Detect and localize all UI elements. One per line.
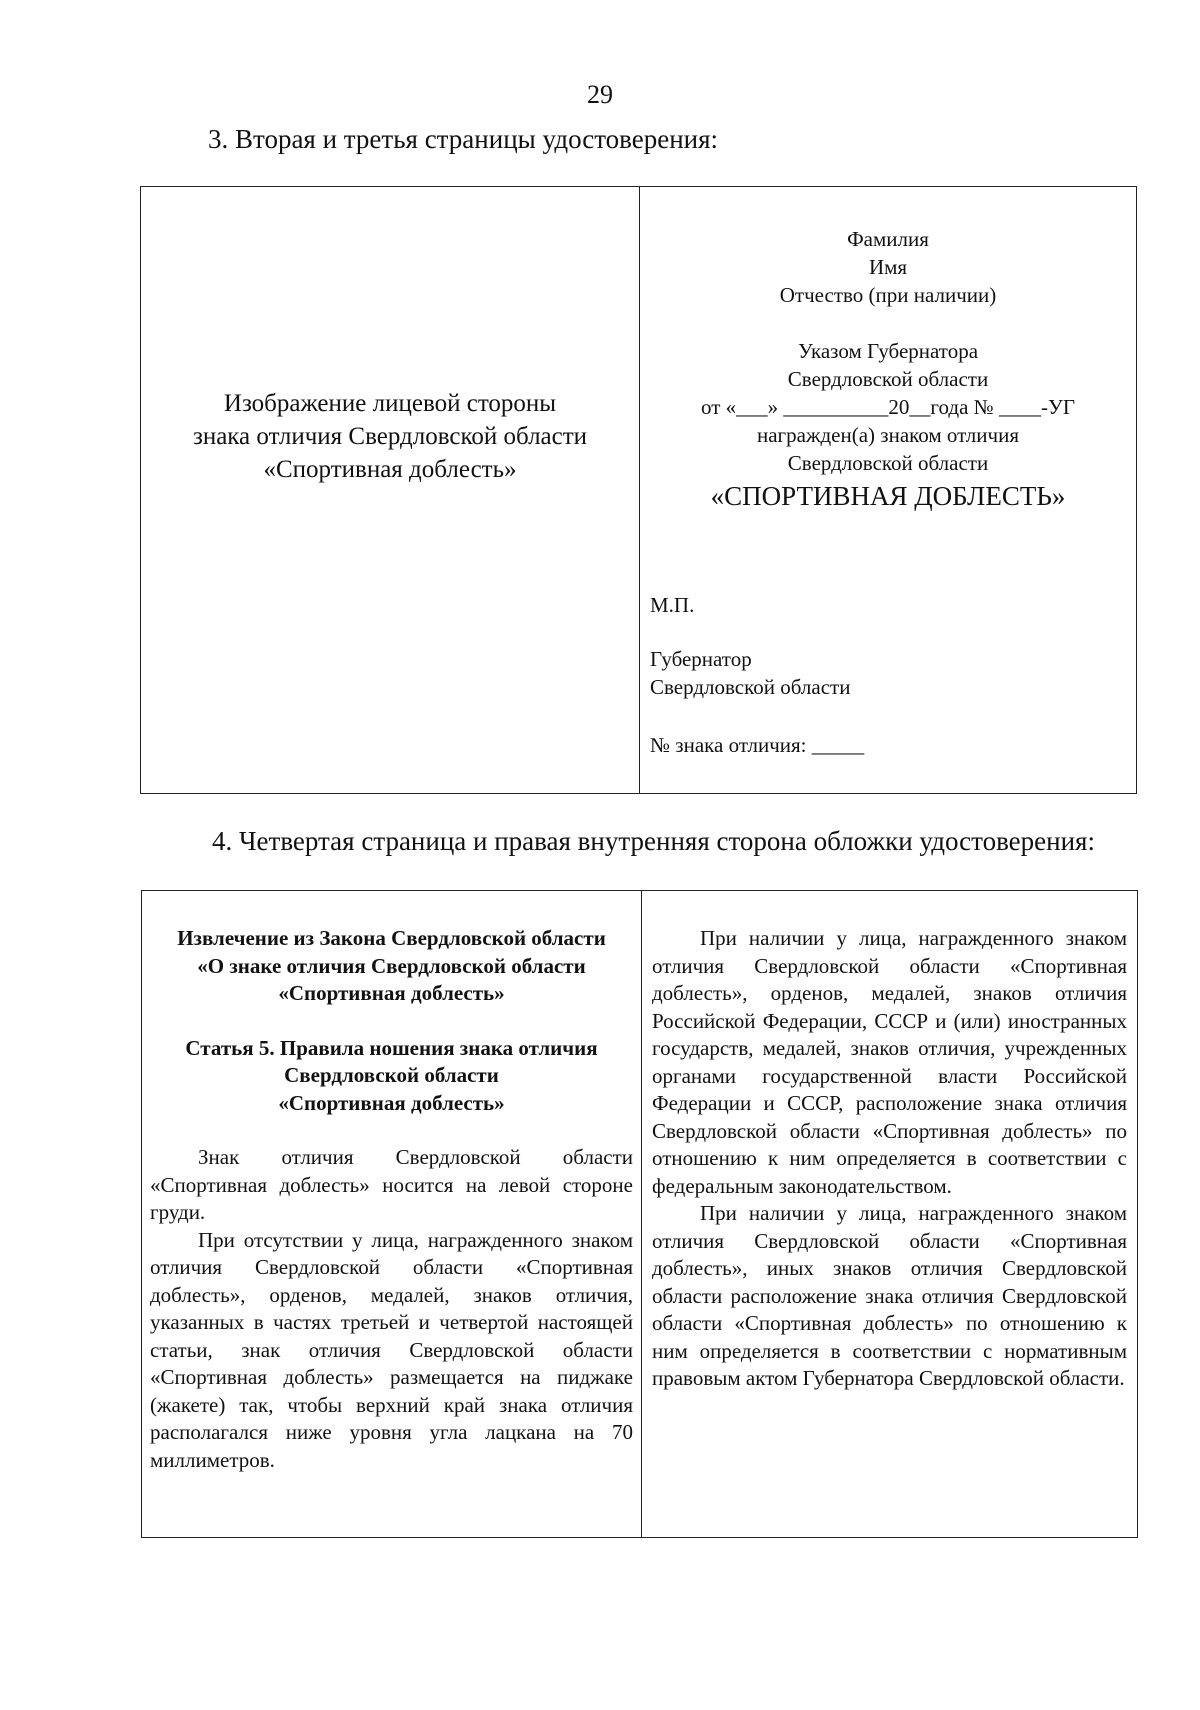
- signer-region: Свердловской области: [650, 675, 851, 699]
- law-title-line: «Спортивная доблесть»: [278, 981, 505, 1005]
- award-info-cell: [639, 187, 1136, 793]
- decree-date-number-line: от «___» __________20__года № ____-УГ: [701, 395, 1075, 419]
- name-label: Имя: [868, 255, 908, 279]
- award-title: «СПОРТИВНАЯ ДОБЛЕСТЬ»: [710, 481, 1066, 511]
- seal-mark: М.П.: [650, 593, 695, 617]
- law-title-line: «О знаке отличия Свердловской области: [197, 953, 586, 978]
- page-number: 29: [587, 80, 613, 109]
- article-title-line: Свердловской области: [284, 1063, 499, 1087]
- decree-line: Указом Губернатора: [797, 339, 979, 363]
- law-paragraph: При отсутствии у лица, награжденного знаком отличия Свердловской области «Спортивная доблесть», орденов, медалей, знаков отличия, указанных в частях третьей и четвертой настоящей статьи, знак отличия Свердловской области «Спортивная доблесть» размещается на пиджаке (жакете) так, чтобы верхний край знака отличия располагался ниже уровня угла лацкана на 70 миллиметров.: [150, 1227, 633, 1472]
- article-title-line: «Спортивная доблесть»: [278, 1090, 505, 1115]
- surname-label: Фамилия: [847, 227, 929, 251]
- law-paragraph: При наличии у лица, награжденного знаком отличия Свердловской области «Спортивная доблесть», иных знаков отличия Свердловской области расположение знака отличия Свердловской области «Спортивная доблесть» по отношению к ним определяется в соответствии с нормативным правовым актом Губернатора Свердловской области.: [652, 1201, 1127, 1390]
- signer-title: Губернатор: [650, 647, 752, 671]
- law-paragraph: При наличии у лица, награжденного знаком отличия Свердловской области «Спортивная доблесть», орденов, медалей, знаков отличия Российской Федерации, СССР и (или) иностранных государств, медалей, знаков отличия, учрежденных органами государственной власти Российской Федерации и СССР, расположение знака отличия Свердловской области «Спортивная доблесть» по отношению к ним определяется в соответствии с федеральным законодательством.: [652, 926, 1127, 1198]
- awarded-line: Свердловской области: [787, 451, 989, 475]
- awarded-line: награжден(а) знаком отличия: [757, 423, 1019, 447]
- badge-image-line: знака отличия Свердловской области: [192, 423, 588, 450]
- badge-number-field: № знака отличия: _____: [650, 733, 865, 757]
- section-3-heading: 3. Вторая и третья страницы удостоверения:: [208, 124, 719, 154]
- law-extract-continued-cell: [641, 891, 1137, 1537]
- law-paragraph: Знак отличия Свердловской области «Спортивная доблесть» носится на левой стороне груди.: [150, 1145, 633, 1224]
- law-extract-cell: [142, 891, 641, 1537]
- badge-image-cell: [141, 187, 639, 793]
- law-title-line: Извлечение из Закона Свердловской области: [177, 926, 606, 950]
- certificate-pages-2-3-table: [140, 186, 1137, 794]
- decree-line: Свердловской области: [787, 367, 989, 391]
- badge-image-line: «Спортивная доблесть»: [263, 456, 517, 483]
- section-4-heading: 4. Четвертая страница и правая внутренняя сторона обложки удостоверения:: [212, 826, 1095, 856]
- badge-image-line: Изображение лицевой стороны: [223, 390, 557, 417]
- badge-image-placeholder: [141, 387, 639, 486]
- certificate-page-4-table: [141, 890, 1138, 1538]
- article-title-line: Статья 5. Правила ношения знака отличия: [185, 1035, 598, 1060]
- patronymic-label: Отчество (при наличии): [779, 283, 997, 307]
